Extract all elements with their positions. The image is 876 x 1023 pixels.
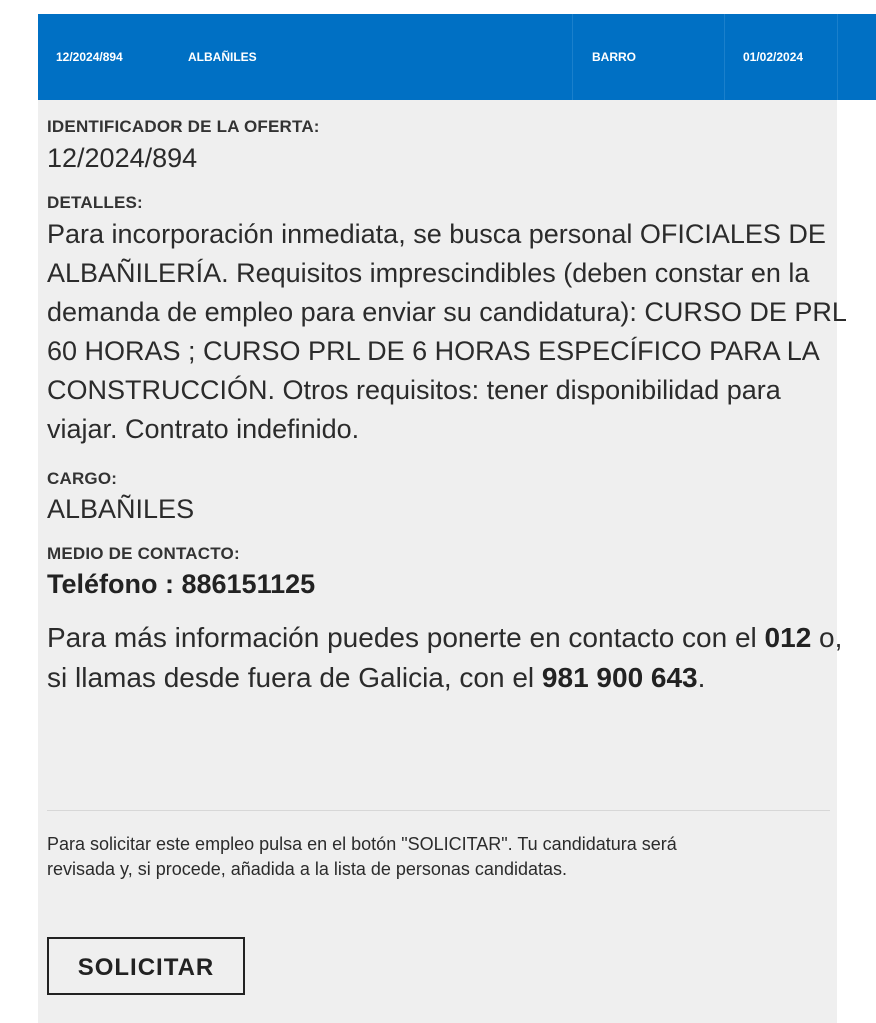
more-info-part3: .	[697, 662, 706, 693]
more-info-text	[47, 618, 847, 698]
header-separator	[572, 14, 573, 100]
phone-981: 981 900 643	[541, 662, 698, 693]
details-value: Para incorporación inmediata, se busca personal OFICIALES DE ALBAÑILERÍA. Requisitos imprescindibles (deben constar en la demanda de empleo para enviar su candidatura): CURSO DE PRL 60 HORAS ; CURSO PRL DE 6 HORAS ESPECÍFICO PARA LA CONSTRUCCIÓN. Otros requisitos: tener disponibilidad para viajar. Contrato indefinido.	[47, 219, 846, 444]
offer-id-label: IDENTIFICADOR DE LA OFERTA:	[47, 117, 320, 136]
offer-details	[47, 100, 846, 698]
phone-012: 012	[764, 622, 812, 653]
cargo-value: ALBAÑILES	[47, 494, 195, 524]
header-offer-id: 12/2024/894	[56, 50, 123, 64]
header-category: ALBAÑILES	[188, 50, 257, 64]
offer-id-value: 12/2024/894	[47, 143, 198, 173]
header-location: BARRO	[592, 50, 636, 64]
details-label: DETALLES:	[47, 193, 143, 212]
more-info-part1: Para más información puedes ponerte en contacto con el	[47, 622, 765, 653]
header-date: 01/02/2024	[743, 50, 804, 64]
offer-header-row[interactable]	[38, 14, 876, 100]
header-separator	[724, 14, 725, 100]
apply-note: Para solicitar este empleo pulsa en el botón "SOLICITAR". Tu candidatura será revisada y, si procede, añadida a la lista de personas candidatas.	[47, 834, 677, 879]
header-separator	[837, 14, 838, 100]
solicitar-button[interactable]: SOLICITAR	[47, 937, 245, 995]
contact-phone: Teléfono : 886151125	[47, 569, 316, 599]
contact-label: MEDIO DE CONTACTO:	[47, 544, 240, 563]
divider	[47, 810, 830, 811]
cargo-label: CARGO:	[47, 469, 118, 488]
more-info-part2: o, si llamas desde fuera de Galicia, con el	[47, 622, 843, 693]
